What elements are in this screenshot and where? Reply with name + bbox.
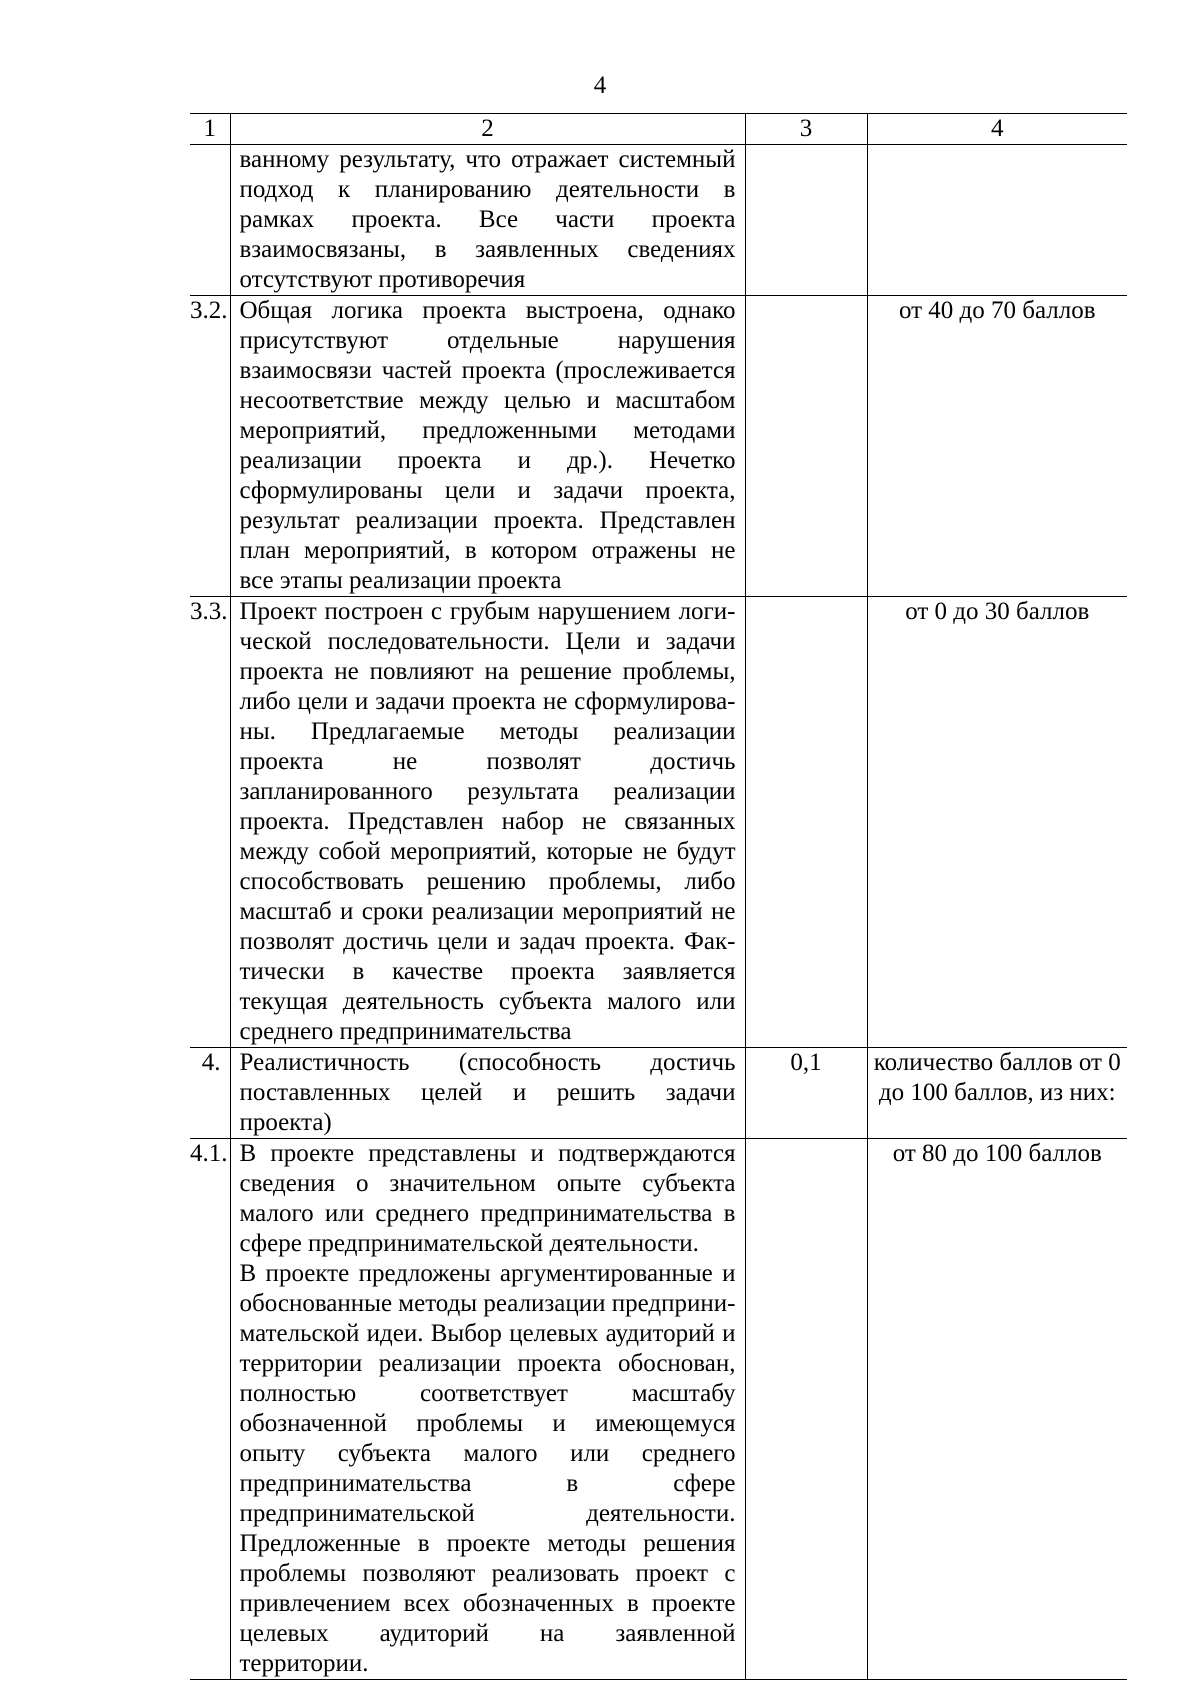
header-col-2: 2 (230, 114, 745, 145)
row-number: 4. (190, 1048, 230, 1139)
table-row (190, 145, 1127, 296)
criterion-text: ванному результату, что отражает системный подход к планированию деятельности в рамках проекта. Все части проекта взаимосвязаны, в заявленных сведениях отсутствуют противоречия (230, 145, 745, 296)
row-number (190, 145, 230, 296)
score-range: от 0 до 30 баллов (867, 597, 1127, 1048)
criterion-text: В проекте представлены и подтверждаются сведения о значительном опыте субъекта малого или среднего предпринимательства в сфере предпринимательской деятельности. (239, 1140, 736, 1257)
row-number: 3.3. (190, 597, 230, 1048)
header-col-1: 1 (190, 114, 230, 145)
weight-value (745, 597, 867, 1048)
page-number: 4 (593, 72, 607, 99)
score-range: от 40 до 70 баллов (867, 296, 1127, 597)
header-col-4: 4 (867, 114, 1127, 145)
row-number: 3.2. (190, 296, 230, 597)
criterion-text: Проект построен с грубым нарушением логической последовательности. Цели и задачи проекта не повлияют на решение проблемы, либо цели и задачи проекта не сформулированы. Предлагаемые методы реализации проекта не позволят достичь запланированного результата реализации проекта. Представлен набор не связанных между собой мероприятий, которые не будут способствовать решению проблемы, либо масштаб и сроки реализации мероприятий не позволят достичь цели и задач проекта. Фактически в качестве проекта заявляется текущая деятельность субъекта малого или среднего предпринимательства (230, 597, 745, 1048)
score-range: количество баллов от 0 до 100 баллов, из них: (867, 1048, 1127, 1139)
weight-value (745, 145, 867, 296)
table-row (190, 296, 1127, 597)
table-row (190, 1139, 1127, 1680)
weight-value (745, 1139, 867, 1680)
score-range (867, 145, 1127, 296)
row-number: 4.1. (190, 1139, 230, 1680)
score-range: от 80 до 100 баллов (867, 1139, 1127, 1680)
table-row (190, 1048, 1127, 1139)
table-row (190, 597, 1127, 1048)
criterion-text: Реалистичность (способность достичь поставленных целей и решить задачи проекта) (230, 1048, 745, 1139)
weight-value (745, 296, 867, 597)
criterion-text: Общая логика проекта выстроена, однако присутствуют отдельные нарушения взаимосвязи частей проекта (прослеживается несоответствие между целью и масштабом мероприятий, предложенными методами реализации проекта и др.). Нечетко сформулированы цели и задачи проекта, результат реализации проекта. Представлен план мероприятий, в котором отражены не все этапы реализации проекта (230, 296, 745, 597)
criteria-table (190, 113, 1127, 1680)
weight-value: 0,1 (745, 1048, 867, 1139)
header-col-3: 3 (745, 114, 867, 145)
criterion-text-cell (230, 1139, 745, 1680)
table-header-row (190, 114, 1127, 145)
criterion-text-continued: В проекте предложены аргументированные и обоснованные методы реализации предпринимательской идеи. Выбор целевых аудиторий и территории реализации проекта обоснован, полностью соответствует масштабу обозначенной проблемы и имеющемуся опыту субъекта малого или среднего предпринимательства в сфере предпринимательской деятельности. Предложенные в проекте методы решения проблемы позволяют реализовать проект с привлечением всех обозначенных в проекте целевых аудиторий на заявленной территории. (239, 1260, 736, 1677)
